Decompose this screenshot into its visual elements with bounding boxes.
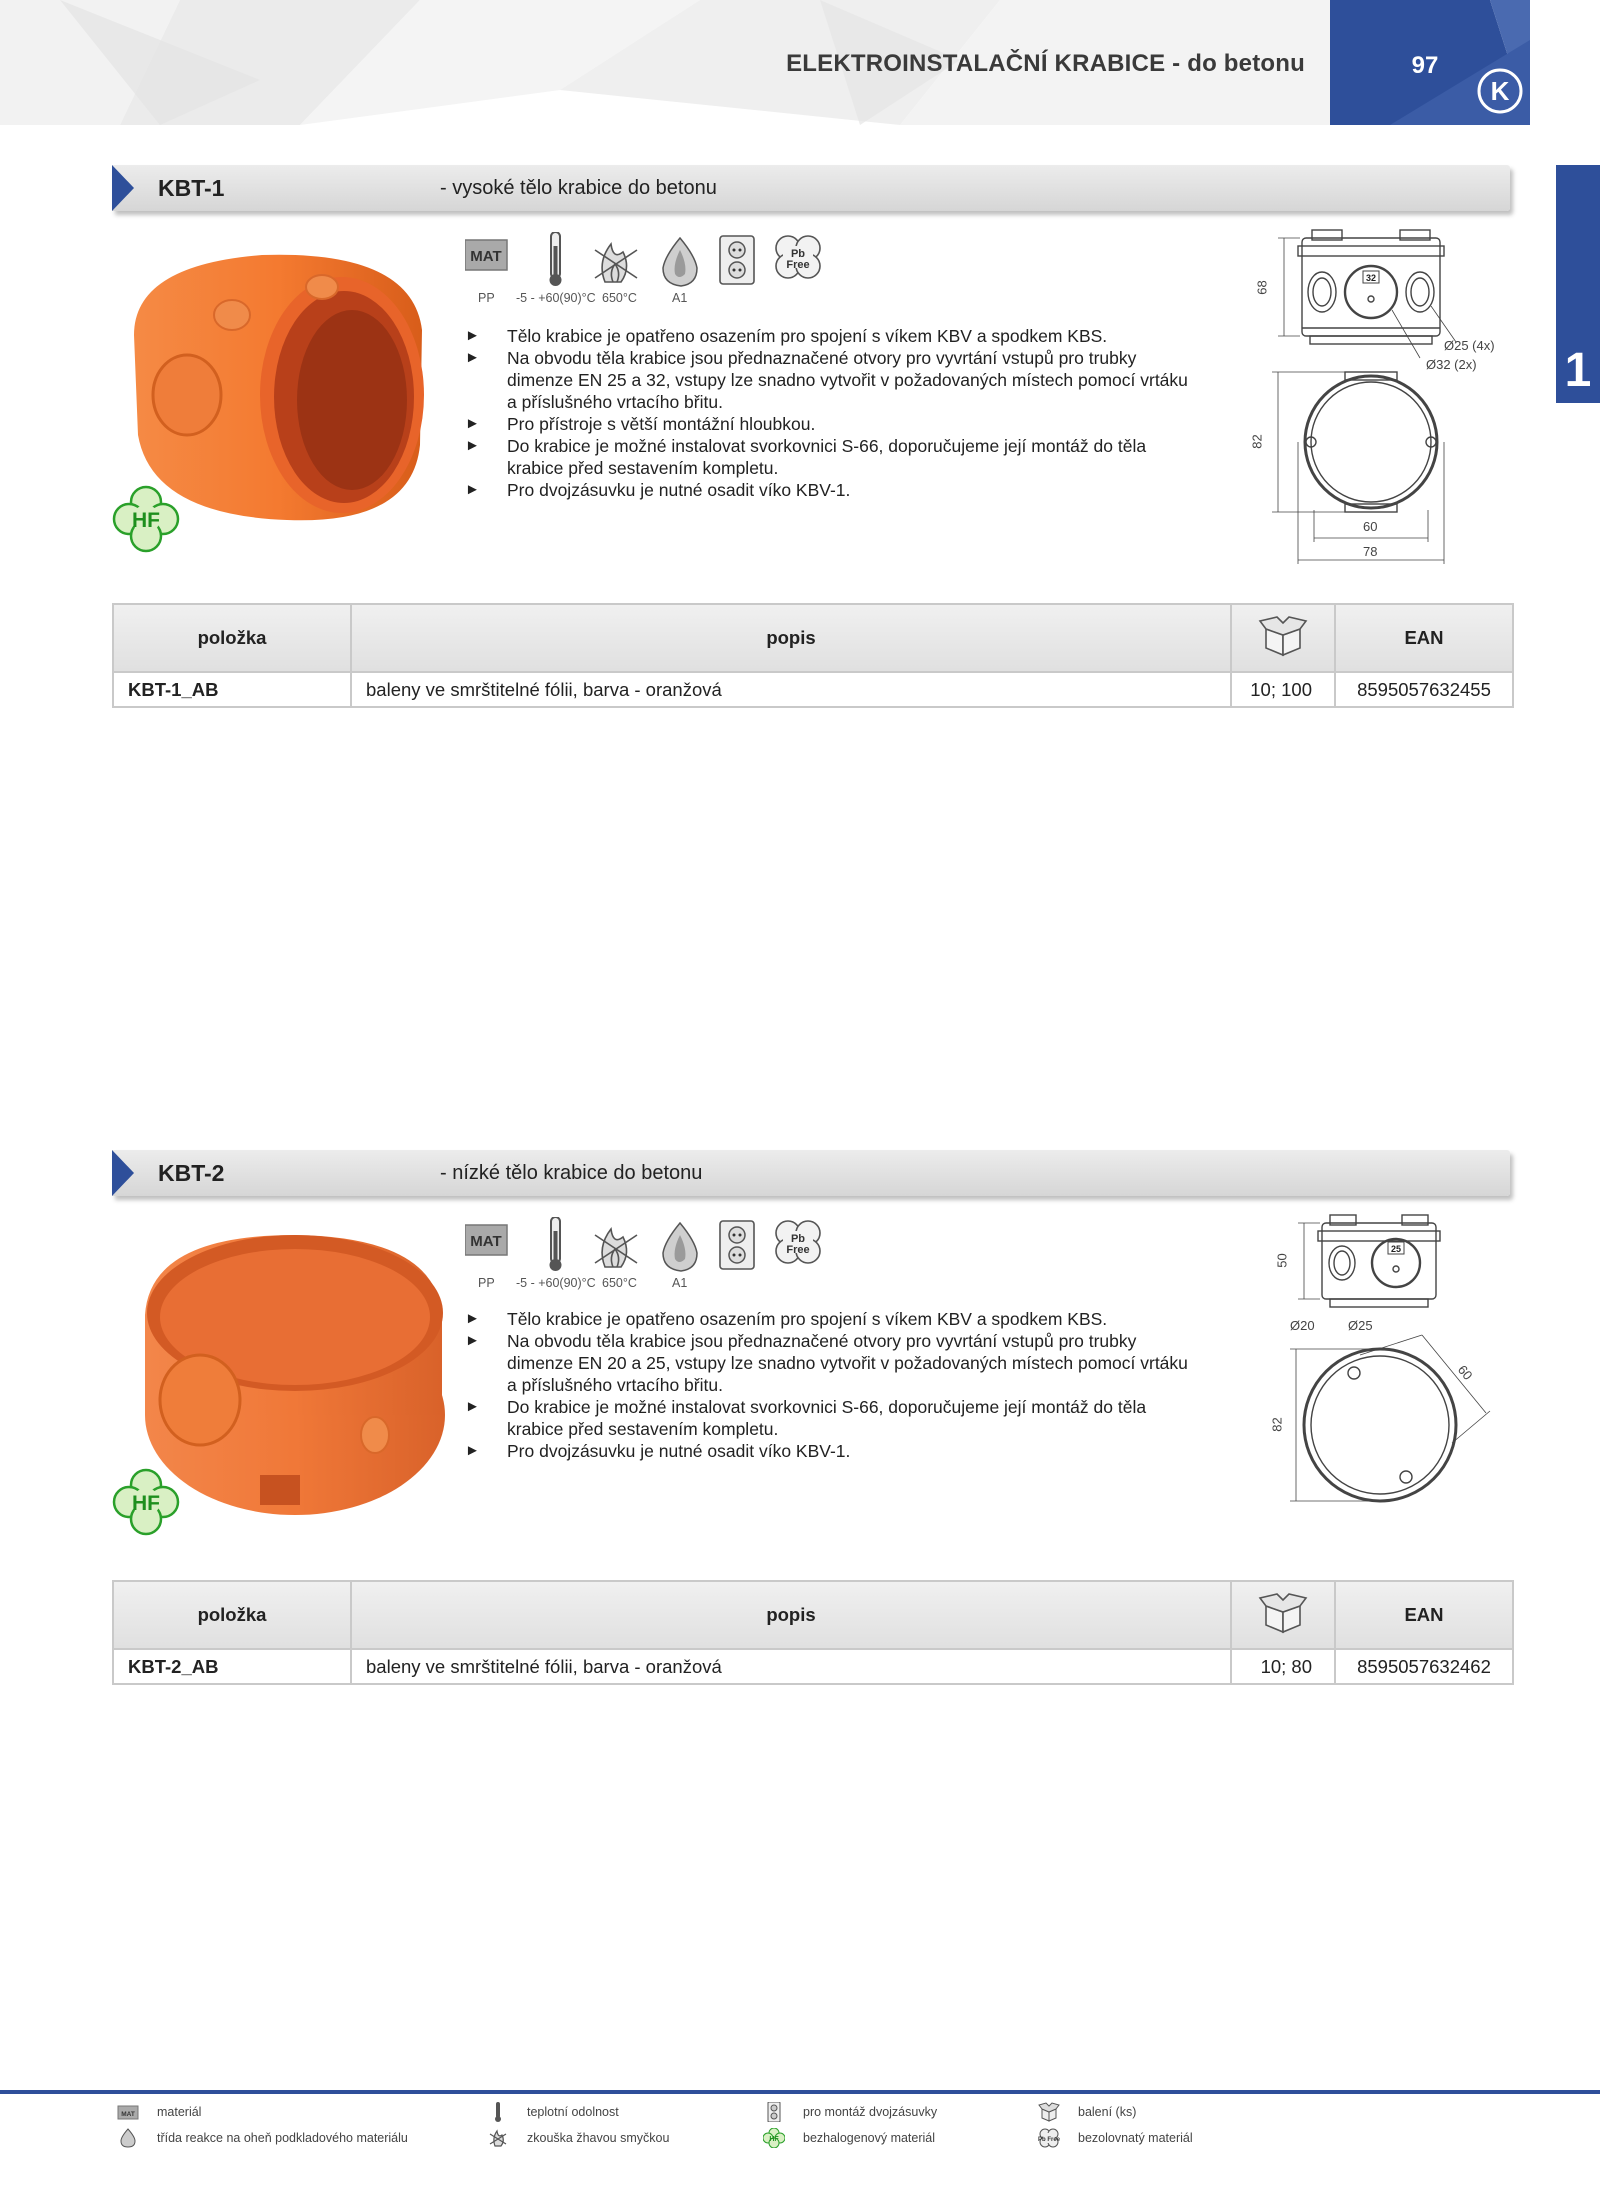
material-icon [465, 240, 507, 270]
prop-glow-wire: 650°C [602, 1276, 637, 1290]
hf-clover-icon [112, 1468, 180, 1536]
prop-material: PP [478, 1276, 495, 1290]
col-header-pack [1231, 604, 1335, 672]
technical-drawing-kbt2 [1270, 1205, 1520, 1535]
feature-list-kbt1 [465, 325, 1195, 501]
flame-icon [663, 1223, 697, 1271]
col-header-desc: popis [351, 1581, 1231, 1649]
cell-ean: 8595057632462 [1335, 1649, 1513, 1684]
double-socket-icon [720, 236, 754, 284]
prop-fire-class: A1 [672, 291, 688, 305]
product-description: - vysoké tělo krabice do betonu [440, 177, 717, 199]
dim-hole-large: Ø32 (2x) [1426, 357, 1477, 372]
box-icon [1258, 1592, 1308, 1634]
cell-pack: 10; 80 [1231, 1649, 1335, 1684]
feature-item: ► Pro dvojzásuvku je nutné osadit víko KBV-1. [465, 1440, 1195, 1462]
property-values-kbt1 [478, 291, 738, 307]
flame-icon [117, 2128, 139, 2148]
glow-wire-icon [595, 244, 637, 282]
section-header-kbt2 [112, 1150, 1512, 1202]
col-header-pack [1231, 1581, 1335, 1649]
table-row [113, 1649, 1513, 1684]
hf-clover-icon [763, 2128, 785, 2148]
svg-text:Pb Free: Pb Free [1038, 2137, 1060, 2143]
double-socket-icon [763, 2102, 785, 2122]
legend-label: zkouška žhavou smyčkou [527, 2131, 670, 2145]
dim-diameter: 82 [1249, 434, 1265, 449]
hf-clover-icon [112, 485, 180, 553]
prop-material: PP [478, 291, 495, 305]
drawing-lines [1250, 220, 1510, 565]
chapter-tab [1556, 165, 1600, 403]
feature-item: ► Tělo krabice je opatřeno osazením pro spojení s víkem KBV a spodkem KBS. [465, 1308, 1195, 1330]
box-icon [1258, 615, 1308, 657]
dim-diameter: 82 [1269, 1417, 1285, 1432]
svg-text:Free: Free [786, 259, 810, 271]
feature-item: ► Tělo krabice je opatřeno osazením pro spojení s víkem KBV a spodkem KBS. [465, 325, 1195, 347]
feature-item: ► Pro přístroje s větší montážní hloubkou. [465, 413, 1195, 435]
prop-temperature: -5 - +60(90)°C [516, 291, 596, 305]
cell-desc: baleny ve smrštitelné fólii, barva - oranžová [351, 1649, 1231, 1684]
dim-diagonal: 60 [1454, 1362, 1476, 1383]
pb-free-icon [1038, 2128, 1060, 2148]
col-header-ean: EAN [1335, 1581, 1513, 1649]
pb-free-icon [776, 1221, 820, 1263]
property-icons-kbt1 [465, 232, 855, 292]
col-header-ean: EAN [1335, 604, 1513, 672]
dim-hole-small: Ø20 [1290, 1318, 1315, 1333]
brand-logo-icon [1475, 66, 1525, 116]
product-table-kbt2 [112, 1580, 1514, 1685]
legend-label: bezolovnatý materiál [1078, 2131, 1193, 2145]
legend-label: materiál [157, 2105, 202, 2119]
page-number: 97 [1411, 52, 1439, 79]
table-row [113, 672, 1513, 707]
svg-text:Pb: Pb [790, 1233, 806, 1245]
dim-hole-small: Ø25 (4x) [1444, 338, 1495, 353]
thermometer-icon [550, 232, 562, 286]
legend-label: pro montáž dvojzásuvky [803, 2105, 938, 2119]
feature-list-kbt2 [465, 1308, 1195, 1462]
dim-inner: 60 [1363, 519, 1378, 534]
svg-text:Pb: Pb [790, 248, 806, 260]
feature-item: ► Do krabice je možné instalovat svorkovnici S-66, doporučujeme její montáž do těla krabice před sestavením kompletu. [465, 1396, 1195, 1440]
double-socket-icon [720, 1221, 754, 1269]
cell-ean: 8595057632455 [1335, 672, 1513, 707]
legend-label: balení (ks) [1078, 2105, 1137, 2119]
product-code: KBT-1 [158, 175, 225, 201]
product-table-kbt1 [112, 603, 1514, 708]
feature-item: ► Na obvodu těla krabice jsou přednaznačené otvory pro vyvrtání vstupů pro trubky dimenze EN 25 a 32, vstupy lze snadno vytvořit v požadovaných místech pomocí vrtáku a příslušného vrtacího břitu. [465, 347, 1195, 413]
pb-free-icon [776, 236, 820, 278]
hf-badge: HF [132, 509, 160, 532]
hole-mark: 32 [1365, 273, 1377, 283]
footer-divider [0, 2090, 1600, 2094]
feature-item: ► Do krabice je možné instalovat svorkovnici S-66, doporučujeme její montáž do těla krabice před sestavením kompletu. [465, 435, 1195, 479]
prop-fire-class: A1 [672, 1276, 688, 1290]
svg-text:Free: Free [786, 1244, 810, 1256]
legend-label: třída reakce na oheň podkladového materiálu [157, 2131, 408, 2145]
flame-icon [663, 238, 697, 286]
legend-label: bezhalogenový materiál [803, 2131, 936, 2145]
cell-item: KBT-2_AB [113, 1649, 351, 1684]
table-header-row [113, 1581, 1513, 1649]
material-icon [117, 2102, 139, 2122]
glow-wire-icon [595, 1229, 637, 1267]
thermometer-icon [550, 1217, 562, 1271]
svg-text:MAT: MAT [470, 248, 502, 265]
thermometer-icon [487, 2102, 509, 2122]
section-arrow-icon [112, 1150, 134, 1196]
dim-height: 68 [1254, 280, 1270, 295]
feature-item: ► Na obvodu těla krabice jsou přednaznačené otvory pro vyvrtání vstupů pro trubky dimenze EN 20 a 25, vstupy lze snadno vytvořit v požadovaných místech pomocí vrtáku a příslušného vrtacího břitu. [465, 1330, 1195, 1396]
hole-mark: 25 [1390, 1244, 1402, 1254]
dim-outer: 78 [1363, 544, 1378, 559]
col-header-desc: popis [351, 604, 1231, 672]
glow-wire-icon [487, 2128, 509, 2148]
dim-hole-large: Ø25 [1348, 1318, 1373, 1333]
section-arrow-icon [112, 165, 134, 211]
drawing-lines [1270, 1205, 1520, 1535]
property-icons-kbt2 [465, 1217, 855, 1277]
box-icon [1038, 2102, 1060, 2122]
col-header-item: položka [113, 1581, 351, 1649]
prop-glow-wire: 650°C [602, 291, 637, 305]
feature-item: ► Pro dvojzásuvku je nutné osadit víko KBV-1. [465, 479, 1195, 501]
cell-desc: baleny ve smrštitelné fólii, barva - oranžová [351, 672, 1231, 707]
material-icon [465, 1225, 507, 1255]
svg-text:HF: HF [769, 2136, 779, 2143]
chapter-number: 1 [1564, 344, 1592, 397]
product-code: KBT-2 [158, 1160, 225, 1186]
property-values-kbt2 [478, 1276, 738, 1292]
svg-text:MAT: MAT [121, 2111, 135, 2118]
product-description: - nízké tělo krabice do betonu [440, 1162, 703, 1184]
prop-temperature: -5 - +60(90)°C [516, 1276, 596, 1290]
page-header-title: ELEKTROINSTALAČNÍ KRABICE - do betonu [786, 50, 1305, 77]
dim-height: 50 [1274, 1253, 1290, 1268]
section-header-kbt1 [112, 165, 1512, 217]
legend-label: teplotní odolnost [527, 2105, 619, 2119]
technical-drawing-kbt1 [1250, 220, 1510, 565]
cell-pack: 10; 100 [1231, 672, 1335, 707]
cell-item: KBT-1_AB [113, 672, 351, 707]
table-header-row [113, 604, 1513, 672]
logo-letter: K [1490, 76, 1510, 106]
col-header-item: položka [113, 604, 351, 672]
hf-badge: HF [132, 1492, 160, 1515]
svg-text:MAT: MAT [470, 1233, 502, 1250]
